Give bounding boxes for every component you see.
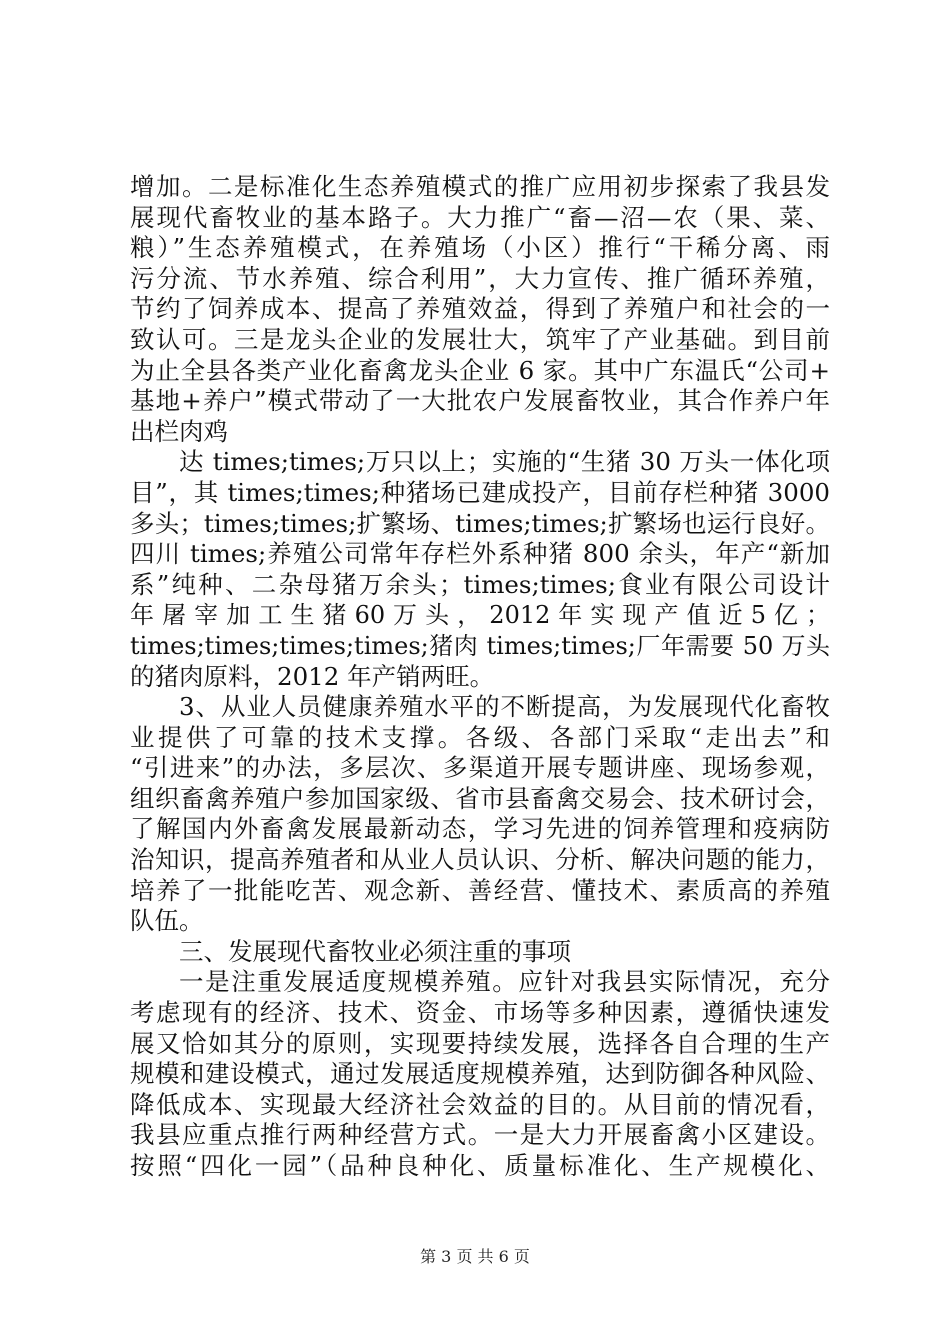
text-line: 考虑现有的经济、技术、资金、市场等多种因素，遵循快速发 (130, 998, 830, 1028)
text-line: 致认可。三是龙头企业的发展壮大，筑牢了产业基础。到目前 (130, 324, 830, 354)
text-line: 四川 times;养殖公司常年存栏外系种猪 800 余头，年产“新加 (130, 539, 830, 569)
body-text (130, 172, 830, 1182)
text-line: 多头；times;times;扩繁场、times;times;扩繁场也运行良好。 (130, 508, 830, 538)
text-line: 节约了饲养成本、提高了养殖效益，得到了养殖户和社会的一 (130, 294, 830, 324)
text-line: 组织畜禽养殖户参加国家级、省市县畜禽交易会、技术研讨会， (130, 783, 830, 813)
text-line: 增加。二是标准化生态养殖模式的推广应用初步探索了我县发 (130, 172, 830, 201)
text-line: 展现代畜牧业的基本路子。大力推广“畜—沼—农（果、菜、 (130, 202, 830, 232)
text-line: 为止全县各类产业化畜禽龙头企业 6 家。其中广东温氏“公司+ (130, 355, 830, 385)
text-line: 展又恰如其分的原则，实现要持续发展，选择各自合理的生产 (130, 1028, 830, 1058)
text-line: 系”纯种、二杂母猪万余头；times;times;食业有限公司设计 (130, 569, 830, 599)
text-line: 培养了一批能吃苦、观念新、善经营、懂技术、素质高的养殖 (130, 875, 830, 905)
text-line: 队伍。 (130, 906, 204, 936)
text-line: 按照“四化一园”（品种良种化、质量标准化、生产规模化、 (130, 1151, 830, 1180)
text-line: 污分流、节水养殖、综合利用”，大力宣传、推广循环养殖， (130, 263, 830, 293)
text-line: 目”，其 times;times;种猪场已建成投产，目前存栏种猪 3000 (130, 477, 830, 507)
text-line: 规模和建设模式，通过发展适度规模养殖，达到防御各种风险、 (130, 1059, 830, 1089)
text-line: times;times;times;times;猪肉 times;times;厂年需要 50 万头 (130, 631, 830, 660)
text-line: 治知识，提高养殖者和从业人员认识、分析、解决问题的能力， (130, 845, 830, 875)
text-line: 基地+养户”模式带动了一大批农户发展畜牧业，其合作养户年 (130, 386, 830, 416)
text-line: 降低成本、实现最大经济社会效益的目的。从目前的情况看， (130, 1089, 830, 1119)
text-line: 一是注重发展适度规模养殖。应针对我县实际情况，充分 (179, 967, 830, 997)
text-line: 的猪肉原料，2012 年产销两旺。 (130, 661, 495, 691)
text-line: “引进来”的办法，多层次、多渠道开展专题讲座、现场参观， (130, 753, 830, 783)
page-number-footer: 第 3 页 共 6 页 (420, 1247, 530, 1266)
text-line: 出栏肉鸡 (130, 416, 228, 446)
text-line: 粮）”生态养殖模式，在养殖场（小区）推行“干稀分离、雨 (130, 233, 830, 263)
section-heading: 三、发展现代畜牧业必须注重的事项 (179, 936, 571, 966)
text-line: 达 times;times;万只以上；实施的“生猪 30 万头一体化项 (179, 447, 830, 477)
text-line: 了解国内外畜禽发展最新动态，学习先进的饲养管理和疫病防 (130, 814, 830, 844)
text-line: 我县应重点推行两种经营方式。一是大力开展畜禽小区建设。 (130, 1120, 830, 1150)
text-line: 年 屠 宰 加 工 生 猪 60 万 头 ， 2012 年 实 现 产 值 近 5 亿 ； (130, 601, 830, 630)
text-line: 业提供了可靠的技术支撑。各级、各部门采取“走出去”和 (130, 722, 830, 752)
text-line: 3、从业人员健康养殖水平的不断提高，为发展现代化畜牧 (179, 692, 830, 722)
